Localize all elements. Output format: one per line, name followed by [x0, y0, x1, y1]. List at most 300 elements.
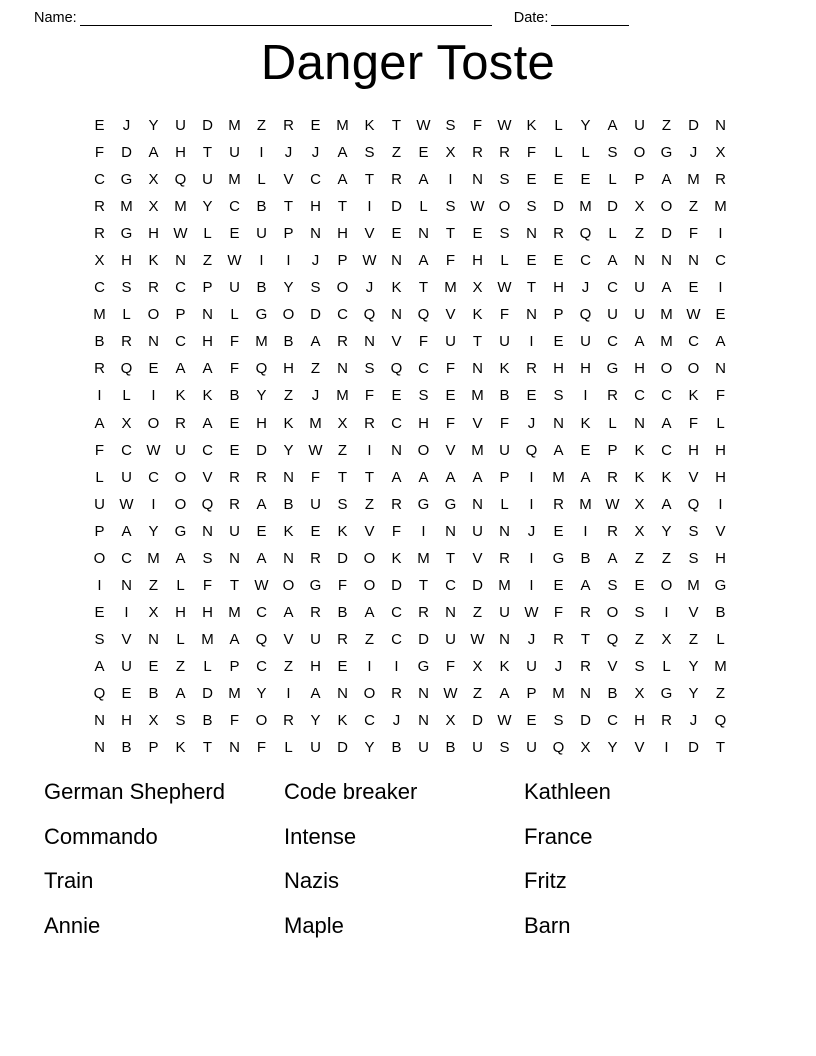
grid-cell[interactable]: F	[364, 387, 375, 405]
grid-cell[interactable]: E	[148, 657, 159, 675]
grid-cell[interactable]: S	[607, 144, 618, 162]
grid-cell[interactable]: K	[499, 657, 510, 675]
grid-cell[interactable]: A	[121, 522, 132, 540]
grid-cell[interactable]: U	[175, 117, 186, 135]
grid-cell[interactable]: T	[364, 171, 375, 189]
grid-cell[interactable]: N	[364, 333, 375, 351]
grid-cell[interactable]: N	[418, 685, 429, 702]
grid-cell[interactable]: S	[553, 712, 564, 730]
grid-cell[interactable]: A	[661, 171, 672, 189]
grid-cell[interactable]: R	[580, 657, 591, 675]
grid-cell[interactable]: W	[416, 117, 431, 135]
grid-cell[interactable]: E	[310, 117, 321, 135]
grid-cell[interactable]: Z	[310, 360, 321, 378]
grid-cell[interactable]: N	[337, 685, 348, 702]
grid-cell[interactable]: U	[526, 657, 537, 675]
grid-cell[interactable]: N	[472, 171, 483, 189]
grid-cell[interactable]: B	[283, 495, 294, 513]
grid-cell[interactable]: N	[580, 685, 591, 702]
grid-cell[interactable]: I	[583, 522, 588, 540]
grid-cell[interactable]: E	[148, 360, 159, 378]
grid-cell[interactable]: W	[497, 712, 512, 730]
grid-cell[interactable]: W	[227, 252, 242, 270]
grid-cell[interactable]: V	[202, 468, 213, 486]
grid-cell[interactable]: Z	[202, 252, 213, 270]
grid-cell[interactable]: L	[203, 225, 212, 243]
grid-cell[interactable]: A	[256, 495, 267, 513]
grid-cell[interactable]: W	[470, 198, 485, 216]
grid-cell[interactable]: L	[554, 144, 563, 162]
grid-cell[interactable]: G	[606, 360, 619, 378]
grid-cell[interactable]: I	[97, 387, 102, 405]
grid-cell[interactable]: Q	[687, 495, 700, 513]
grid-cell[interactable]: L	[176, 630, 185, 648]
grid-cell[interactable]: Z	[391, 144, 402, 162]
grid-cell[interactable]: I	[529, 468, 534, 486]
grid-cell[interactable]: N	[418, 225, 429, 243]
grid-cell[interactable]: A	[607, 549, 618, 567]
grid-cell[interactable]: C	[121, 549, 132, 567]
grid-cell[interactable]: I	[367, 441, 372, 459]
grid-cell[interactable]: H	[202, 333, 213, 351]
grid-cell[interactable]: L	[716, 630, 725, 648]
grid-cell[interactable]: N	[661, 252, 672, 270]
grid-cell[interactable]: L	[500, 252, 509, 270]
grid-cell[interactable]: O	[417, 441, 430, 459]
grid-cell[interactable]: M	[498, 576, 511, 594]
grid-cell[interactable]: E	[526, 171, 537, 189]
grid-cell[interactable]: A	[256, 549, 267, 567]
grid-cell[interactable]: A	[418, 171, 429, 189]
grid-cell[interactable]: C	[94, 279, 105, 297]
grid-cell[interactable]: C	[607, 333, 618, 351]
grid-cell[interactable]: D	[472, 712, 483, 730]
grid-cell[interactable]: P	[202, 279, 213, 297]
grid-cell[interactable]: E	[94, 603, 105, 621]
grid-cell[interactable]: A	[607, 117, 618, 135]
grid-cell[interactable]: S	[499, 171, 510, 189]
grid-cell[interactable]: A	[202, 360, 213, 378]
grid-cell[interactable]: C	[337, 306, 348, 324]
grid-cell[interactable]: B	[283, 333, 294, 351]
grid-cell[interactable]: W	[173, 225, 188, 243]
grid-cell[interactable]: X	[472, 279, 483, 297]
grid-cell[interactable]: X	[445, 712, 456, 730]
grid-cell[interactable]: N	[391, 441, 402, 459]
grid-cell[interactable]: H	[553, 360, 564, 378]
grid-cell[interactable]: D	[472, 576, 483, 594]
grid-cell[interactable]: O	[363, 549, 376, 567]
grid-cell[interactable]: A	[418, 468, 429, 486]
grid-cell[interactable]: Z	[715, 685, 726, 702]
grid-cell[interactable]: G	[417, 657, 430, 675]
grid-cell[interactable]: B	[580, 549, 591, 567]
grid-cell[interactable]: F	[499, 414, 510, 432]
grid-cell[interactable]: Q	[255, 360, 268, 378]
grid-cell[interactable]: D	[202, 117, 213, 135]
grid-cell[interactable]: I	[718, 225, 723, 243]
grid-cell[interactable]: U	[634, 306, 645, 324]
grid-cell[interactable]: H	[715, 468, 726, 486]
grid-cell[interactable]: T	[202, 739, 213, 757]
grid-cell[interactable]: Z	[472, 685, 483, 702]
grid-cell[interactable]: N	[283, 549, 294, 567]
grid-cell[interactable]: N	[148, 630, 159, 648]
grid-cell[interactable]: E	[553, 171, 564, 189]
grid-cell[interactable]: X	[472, 657, 483, 675]
grid-cell[interactable]: M	[336, 387, 349, 405]
grid-cell[interactable]: F	[445, 252, 456, 270]
grid-cell[interactable]: R	[499, 144, 510, 162]
grid-cell[interactable]: A	[715, 333, 726, 351]
grid-cell[interactable]: L	[716, 414, 725, 432]
grid-cell[interactable]: N	[445, 522, 456, 540]
grid-cell[interactable]: Y	[256, 387, 267, 405]
grid-cell[interactable]: L	[608, 225, 617, 243]
grid-cell[interactable]: C	[607, 712, 618, 730]
grid-cell[interactable]: Z	[472, 603, 483, 621]
grid-cell[interactable]: J	[554, 657, 563, 675]
grid-cell[interactable]: Y	[202, 198, 213, 216]
grid-cell[interactable]: K	[337, 712, 348, 730]
grid-cell[interactable]: Z	[256, 117, 267, 135]
grid-cell[interactable]: N	[526, 306, 537, 324]
grid-cell[interactable]: M	[228, 603, 241, 621]
grid-cell[interactable]: K	[472, 306, 483, 324]
grid-cell[interactable]: E	[256, 522, 267, 540]
grid-cell[interactable]: W	[686, 306, 701, 324]
grid-cell[interactable]: S	[310, 279, 321, 297]
grid-cell[interactable]: N	[229, 549, 240, 567]
grid-cell[interactable]: I	[718, 279, 723, 297]
grid-cell[interactable]: X	[148, 712, 159, 730]
grid-cell[interactable]: M	[471, 441, 484, 459]
grid-cell[interactable]: V	[634, 739, 645, 757]
grid-cell[interactable]: F	[688, 225, 699, 243]
grid-cell[interactable]: M	[174, 198, 187, 216]
grid-cell[interactable]: H	[634, 360, 645, 378]
grid-cell[interactable]: S	[607, 576, 618, 594]
grid-cell[interactable]: J	[365, 279, 374, 297]
grid-cell[interactable]: R	[121, 333, 132, 351]
grid-cell[interactable]: C	[94, 171, 105, 189]
grid-cell[interactable]: I	[529, 495, 534, 513]
grid-cell[interactable]: R	[229, 495, 240, 513]
grid-cell[interactable]: R	[607, 468, 618, 486]
grid-cell[interactable]: D	[661, 225, 672, 243]
grid-cell[interactable]: U	[607, 306, 618, 324]
grid-cell[interactable]: Y	[580, 117, 591, 135]
grid-cell[interactable]: L	[608, 171, 617, 189]
grid-cell[interactable]: W	[254, 576, 269, 594]
grid-cell[interactable]: R	[526, 360, 537, 378]
grid-cell[interactable]: U	[229, 522, 240, 540]
grid-cell[interactable]: R	[175, 414, 186, 432]
grid-cell[interactable]: B	[337, 603, 348, 621]
grid-cell[interactable]: X	[634, 198, 645, 216]
word-list-item[interactable]: Nazis	[284, 868, 340, 894]
grid-cell[interactable]: V	[283, 630, 294, 648]
grid-cell[interactable]: X	[580, 739, 591, 757]
grid-cell[interactable]: S	[499, 225, 510, 243]
grid-cell[interactable]: I	[529, 549, 534, 567]
grid-cell[interactable]: M	[687, 171, 700, 189]
grid-cell[interactable]: F	[526, 144, 537, 162]
grid-cell[interactable]: D	[391, 576, 402, 594]
grid-cell[interactable]: X	[715, 144, 726, 162]
grid-cell[interactable]: J	[527, 630, 536, 648]
grid-cell[interactable]: U	[499, 441, 510, 459]
grid-cell[interactable]: W	[470, 630, 485, 648]
grid-cell[interactable]: I	[583, 387, 588, 405]
grid-cell[interactable]: P	[553, 306, 564, 324]
grid-cell[interactable]: U	[418, 739, 429, 757]
grid-cell[interactable]: M	[255, 333, 268, 351]
grid-cell[interactable]: F	[553, 603, 564, 621]
grid-cell[interactable]: W	[308, 441, 323, 459]
grid-cell[interactable]: K	[391, 279, 402, 297]
grid-cell[interactable]: E	[634, 576, 645, 594]
grid-cell[interactable]: K	[634, 441, 645, 459]
grid-cell[interactable]: J	[527, 522, 536, 540]
grid-cell[interactable]: Q	[714, 712, 727, 730]
grid-cell[interactable]: F	[229, 333, 240, 351]
grid-cell[interactable]: D	[580, 712, 591, 730]
grid-cell[interactable]: V	[283, 171, 294, 189]
grid-cell[interactable]: Z	[634, 549, 645, 567]
grid-cell[interactable]: I	[448, 171, 453, 189]
grid-cell[interactable]: F	[472, 117, 483, 135]
grid-cell[interactable]: G	[120, 225, 133, 243]
grid-cell[interactable]: R	[337, 630, 348, 648]
grid-cell[interactable]: A	[175, 685, 186, 702]
grid-cell[interactable]: X	[661, 630, 672, 648]
grid-cell[interactable]: S	[364, 360, 375, 378]
grid-cell[interactable]: I	[259, 252, 264, 270]
grid-cell[interactable]: A	[229, 630, 240, 648]
grid-cell[interactable]: M	[579, 198, 592, 216]
grid-cell[interactable]: H	[688, 441, 699, 459]
grid-cell[interactable]: A	[580, 576, 591, 594]
grid-cell[interactable]: P	[283, 225, 294, 243]
grid-cell[interactable]: V	[472, 414, 483, 432]
grid-cell[interactable]: M	[687, 576, 700, 594]
grid-cell[interactable]: G	[660, 144, 673, 162]
grid-cell[interactable]: H	[634, 712, 645, 730]
grid-cell[interactable]: G	[714, 576, 727, 594]
grid-cell[interactable]: Z	[688, 198, 699, 216]
grid-cell[interactable]: C	[580, 252, 591, 270]
grid-cell[interactable]: N	[499, 630, 510, 648]
grid-cell[interactable]: W	[443, 685, 458, 702]
grid-cell[interactable]: S	[337, 495, 348, 513]
grid-cell[interactable]: W	[497, 117, 512, 135]
grid-cell[interactable]: L	[176, 576, 185, 594]
grid-cell[interactable]: F	[391, 522, 402, 540]
grid-cell[interactable]: M	[336, 117, 349, 135]
grid-cell[interactable]: F	[310, 468, 321, 486]
grid-cell[interactable]: C	[229, 198, 240, 216]
grid-cell[interactable]: T	[364, 468, 375, 486]
grid-cell[interactable]: P	[499, 468, 510, 486]
grid-cell[interactable]: P	[634, 171, 645, 189]
grid-cell[interactable]: X	[148, 198, 159, 216]
grid-cell[interactable]: O	[93, 549, 106, 567]
grid-cell[interactable]: R	[337, 333, 348, 351]
grid-cell[interactable]: T	[715, 739, 726, 757]
grid-cell[interactable]: I	[421, 522, 426, 540]
grid-cell[interactable]: A	[580, 468, 591, 486]
grid-cell[interactable]: G	[174, 522, 187, 540]
grid-cell[interactable]: A	[175, 360, 186, 378]
grid-cell[interactable]: M	[201, 630, 214, 648]
grid-cell[interactable]: L	[122, 387, 131, 405]
grid-cell[interactable]: D	[337, 739, 348, 757]
grid-cell[interactable]: V	[391, 333, 402, 351]
grid-cell[interactable]: R	[607, 387, 618, 405]
grid-cell[interactable]: H	[715, 441, 726, 459]
grid-cell[interactable]: F	[229, 360, 240, 378]
grid-cell[interactable]: T	[229, 576, 240, 594]
grid-cell[interactable]: U	[499, 603, 510, 621]
grid-cell[interactable]: T	[472, 333, 483, 351]
word-list-item[interactable]: Fritz	[524, 868, 567, 894]
grid-cell[interactable]: F	[445, 657, 456, 675]
grid-cell[interactable]: C	[256, 603, 267, 621]
grid-cell[interactable]: F	[445, 414, 456, 432]
grid-cell[interactable]: U	[580, 333, 591, 351]
grid-cell[interactable]: D	[256, 441, 267, 459]
grid-cell[interactable]: R	[256, 468, 267, 486]
grid-cell[interactable]: L	[419, 198, 428, 216]
grid-cell[interactable]: R	[94, 225, 105, 243]
grid-cell[interactable]: N	[391, 306, 402, 324]
word-list-item[interactable]: Annie	[44, 912, 101, 938]
grid-cell[interactable]: M	[660, 306, 673, 324]
grid-cell[interactable]: G	[255, 306, 268, 324]
grid-cell[interactable]: Q	[120, 360, 133, 378]
grid-cell[interactable]: Z	[364, 495, 375, 513]
grid-cell[interactable]: M	[552, 685, 565, 702]
grid-cell[interactable]: T	[337, 468, 348, 486]
grid-cell[interactable]: J	[311, 144, 320, 162]
grid-cell[interactable]: Y	[661, 522, 672, 540]
grid-cell[interactable]: S	[634, 603, 645, 621]
grid-cell[interactable]: O	[255, 712, 268, 730]
grid-cell[interactable]: S	[202, 549, 213, 567]
grid-cell[interactable]: A	[337, 171, 348, 189]
grid-cell[interactable]: T	[391, 117, 402, 135]
grid-cell[interactable]: T	[580, 630, 591, 648]
grid-cell[interactable]: N	[472, 495, 483, 513]
grid-cell[interactable]: E	[229, 225, 240, 243]
grid-cell[interactable]: L	[257, 171, 266, 189]
grid-cell[interactable]: A	[337, 144, 348, 162]
grid-cell[interactable]: N	[202, 306, 213, 324]
grid-cell[interactable]: C	[391, 414, 402, 432]
grid-cell[interactable]: A	[391, 468, 402, 486]
grid-cell[interactable]: L	[95, 468, 104, 486]
grid-cell[interactable]: N	[283, 468, 294, 486]
grid-cell[interactable]: K	[283, 522, 294, 540]
grid-cell[interactable]: G	[120, 171, 133, 189]
grid-cell[interactable]: B	[148, 685, 159, 702]
grid-cell[interactable]: M	[579, 495, 592, 513]
grid-cell[interactable]: P	[337, 252, 348, 270]
grid-cell[interactable]: A	[661, 495, 672, 513]
grid-cell[interactable]: M	[714, 198, 727, 216]
grid-cell[interactable]: C	[661, 441, 672, 459]
grid-cell[interactable]: A	[607, 252, 618, 270]
grid-cell[interactable]: C	[256, 657, 267, 675]
grid-cell[interactable]: V	[121, 630, 132, 648]
grid-cell[interactable]: U	[256, 225, 267, 243]
grid-cell[interactable]: I	[367, 657, 372, 675]
grid-cell[interactable]: V	[688, 603, 699, 621]
grid-cell[interactable]: S	[94, 630, 105, 648]
grid-cell[interactable]: J	[311, 252, 320, 270]
grid-cell[interactable]: T	[445, 225, 456, 243]
grid-cell[interactable]: R	[391, 495, 402, 513]
grid-cell[interactable]: F	[688, 414, 699, 432]
grid-cell[interactable]: W	[524, 603, 539, 621]
grid-cell[interactable]: P	[607, 441, 618, 459]
grid-cell[interactable]: S	[175, 712, 186, 730]
grid-cell[interactable]: P	[175, 306, 186, 324]
grid-cell[interactable]: O	[174, 468, 187, 486]
grid-cell[interactable]: Q	[417, 306, 430, 324]
grid-cell[interactable]: M	[147, 549, 160, 567]
grid-cell[interactable]: R	[580, 603, 591, 621]
grid-cell[interactable]: O	[660, 576, 673, 594]
grid-cell[interactable]: R	[310, 603, 321, 621]
grid-cell[interactable]: U	[121, 468, 132, 486]
grid-cell[interactable]: N	[391, 252, 402, 270]
grid-cell[interactable]: E	[229, 441, 240, 459]
grid-cell[interactable]: N	[715, 360, 726, 378]
grid-cell[interactable]: H	[256, 414, 267, 432]
grid-cell[interactable]: B	[229, 387, 240, 405]
grid-cell[interactable]: K	[391, 549, 402, 567]
grid-cell[interactable]: S	[553, 387, 564, 405]
grid-cell[interactable]: U	[202, 171, 213, 189]
grid-cell[interactable]: E	[580, 441, 591, 459]
grid-cell[interactable]: E	[553, 252, 564, 270]
grid-cell[interactable]: U	[445, 333, 456, 351]
grid-cell[interactable]: X	[634, 685, 645, 702]
grid-cell[interactable]: I	[529, 333, 534, 351]
grid-cell[interactable]: H	[202, 603, 213, 621]
grid-cell[interactable]: E	[553, 576, 564, 594]
grid-cell[interactable]: B	[499, 387, 510, 405]
grid-cell[interactable]: F	[256, 739, 267, 757]
grid-cell[interactable]: B	[607, 685, 618, 702]
grid-cell[interactable]: H	[580, 360, 591, 378]
grid-cell[interactable]: Q	[579, 225, 592, 243]
grid-cell[interactable]: N	[499, 522, 510, 540]
grid-cell[interactable]: E	[553, 333, 564, 351]
grid-cell[interactable]: N	[202, 522, 213, 540]
grid-cell[interactable]: P	[229, 657, 240, 675]
grid-cell[interactable]: Y	[283, 279, 294, 297]
grid-cell[interactable]: Z	[148, 576, 159, 594]
grid-cell[interactable]: A	[445, 468, 456, 486]
word-list-item[interactable]: Commando	[44, 823, 158, 849]
grid-cell[interactable]: X	[148, 171, 159, 189]
grid-cell[interactable]: R	[472, 144, 483, 162]
grid-cell[interactable]: I	[664, 603, 669, 621]
grid-cell[interactable]: S	[418, 387, 429, 405]
